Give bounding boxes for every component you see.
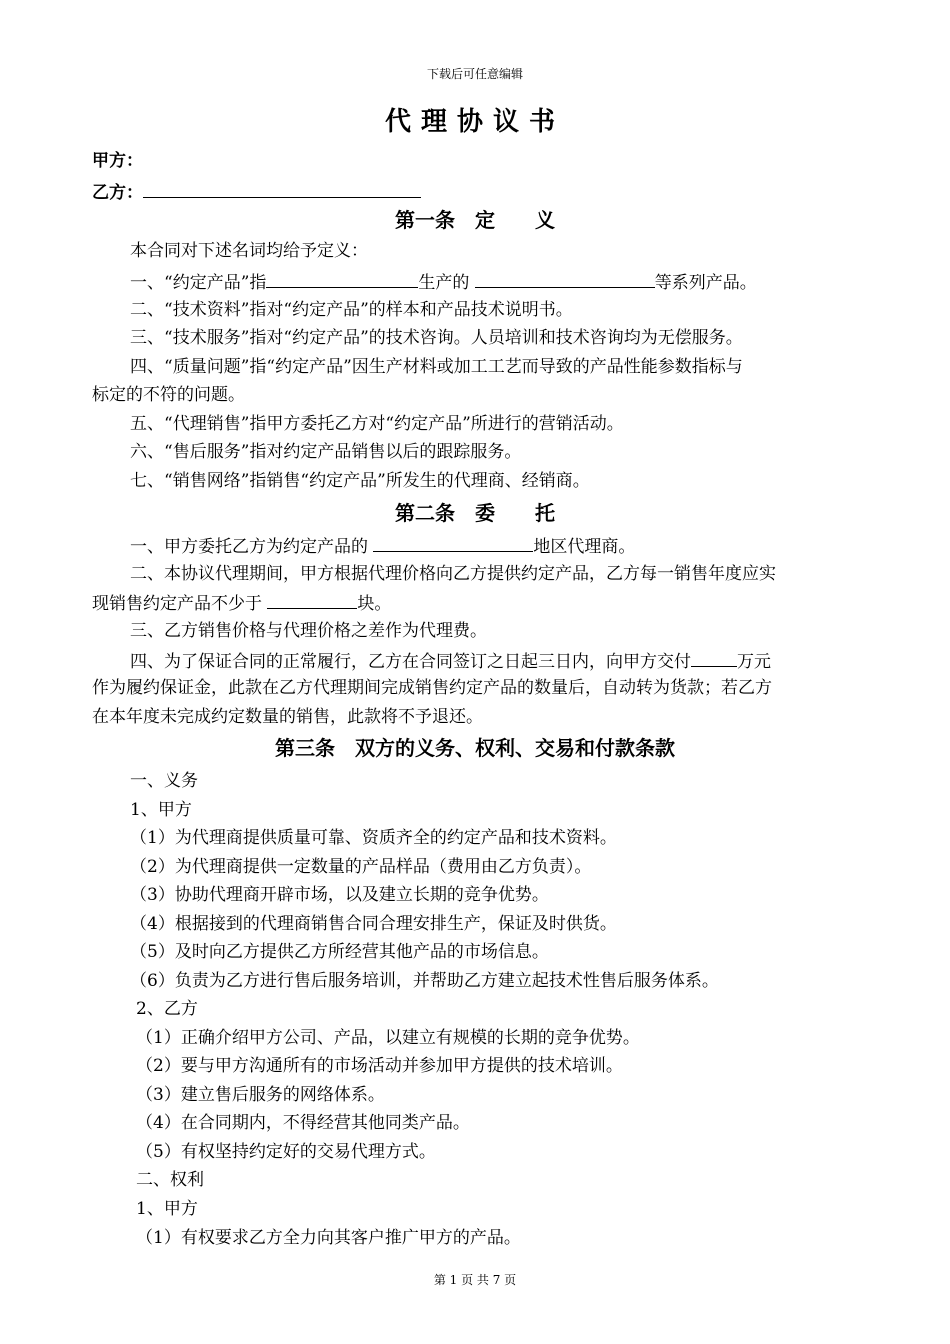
region-blank [373, 534, 533, 552]
definition-1-part-a: 一、“约定产品”指 [130, 273, 267, 293]
obligation-b-2: （2）要与甲方沟通所有的市场活动并参加甲方提供的技术培训。 [136, 1056, 623, 1076]
party-a-label: 甲方： [92, 151, 143, 171]
obligation-b-3: （3）建立售后服务的网络体系。 [136, 1085, 385, 1105]
obligation-a-6: （6）负责为乙方进行售后服务培训，并帮助乙方建立起技术性售后服务体系。 [130, 971, 719, 991]
party-b-label: 乙方： [92, 183, 143, 203]
section-3-title: 第三条 双方的义务、权利、交易和付款条款 [275, 736, 675, 760]
party-b-blank [143, 180, 421, 198]
definitions-intro: 本合同对下述名词均给予定义： [130, 241, 368, 261]
entrust-1-part-b: 地区代理商。 [533, 537, 636, 557]
party-a-line [92, 150, 860, 172]
definition-1-part-c: 等系列产品。 [654, 273, 757, 293]
page-footer: 第 1 页 共 7 页 [433, 1273, 517, 1287]
definition-4-line-1: 四、“质量问题”指“约定产品”因生产材料或加工工艺而导致的产品性能参数指标与 [130, 357, 743, 377]
manufacturer-blank [266, 270, 418, 288]
entrust-4-line-2: 作为履约保证金，此款在乙方代理期间完成销售约定产品的数量后，自动转为货款；若乙方 [92, 678, 772, 698]
entrust-4-line-3: 在本年度未完成约定数量的销售，此款将不予退还。 [92, 707, 483, 727]
entrust-2-part-b: 块。 [357, 594, 392, 614]
entrust-4-part-a: 四、为了保证合同的正常履行，乙方在合同签订之日起三日内，向甲方交付 [130, 652, 691, 672]
entrust-2-line-1: 二、本协议代理期间，甲方根据代理价格向乙方提供约定产品，乙方每一销售年度应实 [130, 564, 776, 584]
obligation-a-4: （4）根据接到的代理商销售合同合理安排生产，保证及时供货。 [130, 914, 617, 934]
entrust-4-part-b: 万元 [737, 652, 771, 672]
party-b-line [92, 180, 860, 204]
entrust-1 [130, 534, 860, 558]
section-1-title: 第一条 定 义 [395, 208, 555, 232]
obligations-party-b: 2、乙方 [136, 999, 198, 1019]
definition-2: 二、“技术资料”指对“约定产品”的样本和产品技术说明书。 [130, 300, 573, 320]
product-series-blank [475, 270, 655, 288]
right-a-1: （1）有权要求乙方全力向其客户推广甲方的产品。 [136, 1228, 521, 1248]
definition-3: 三、“技术服务”指对“约定产品”的技术咨询。人员培训和技术咨询均为无偿服务。 [130, 328, 743, 348]
entrust-3: 三、乙方销售价格与代理价格之差作为代理费。 [130, 621, 487, 641]
rights-heading: 二、权利 [136, 1170, 204, 1190]
definition-7: 七、“销售网络”指销售“约定产品”所发生的代理商、经销商。 [130, 471, 590, 491]
obligations-party-a: 1、甲方 [130, 800, 192, 820]
obligation-b-5: （5）有权坚持约定好的交易代理方式。 [136, 1142, 436, 1162]
rights-party-a: 1、甲方 [136, 1199, 198, 1219]
obligations-heading: 一、义务 [130, 771, 198, 791]
entrust-4-line-1 [130, 649, 860, 673]
header-note: 下载后可任意编辑 [426, 67, 523, 81]
obligation-a-3: （3）协助代理商开辟市场，以及建立长期的竞争优势。 [130, 885, 549, 905]
definition-4-line-2: 标定的不符的问题。 [92, 385, 245, 405]
deposit-amount-blank [691, 649, 737, 667]
entrust-1-part-a: 一、甲方委托乙方为约定产品的 [130, 537, 368, 557]
quantity-blank [267, 591, 357, 609]
section-2-title: 第二条 委 托 [395, 501, 555, 525]
document-title: 代理协议书 [384, 107, 565, 137]
obligation-b-1: （1）正确介绍甲方公司、产品，以建立有规模的长期的竞争优势。 [136, 1028, 640, 1048]
obligation-b-4: （4）在合同期内，不得经营其他同类产品。 [136, 1113, 470, 1133]
definition-6: 六、“售后服务”指对约定产品销售以后的跟踪服务。 [130, 442, 522, 462]
entrust-2-line-2 [92, 591, 860, 615]
definition-1-part-b: 生产的 [418, 273, 470, 293]
entrust-2-part-a: 现销售约定产品不少于 [92, 594, 262, 614]
obligation-a-2: （2）为代理商提供一定数量的产品样品（费用由乙方负责）。 [130, 857, 592, 877]
definition-5: 五、“代理销售”指甲方委托乙方对“约定产品”所进行的营销活动。 [130, 414, 624, 434]
obligation-a-5: （5）及时向乙方提供乙方所经营其他产品的市场信息。 [130, 942, 549, 962]
obligation-a-1: （1）为代理商提供质量可靠、资质齐全的约定产品和技术资料。 [130, 828, 617, 848]
definition-1 [130, 270, 860, 294]
